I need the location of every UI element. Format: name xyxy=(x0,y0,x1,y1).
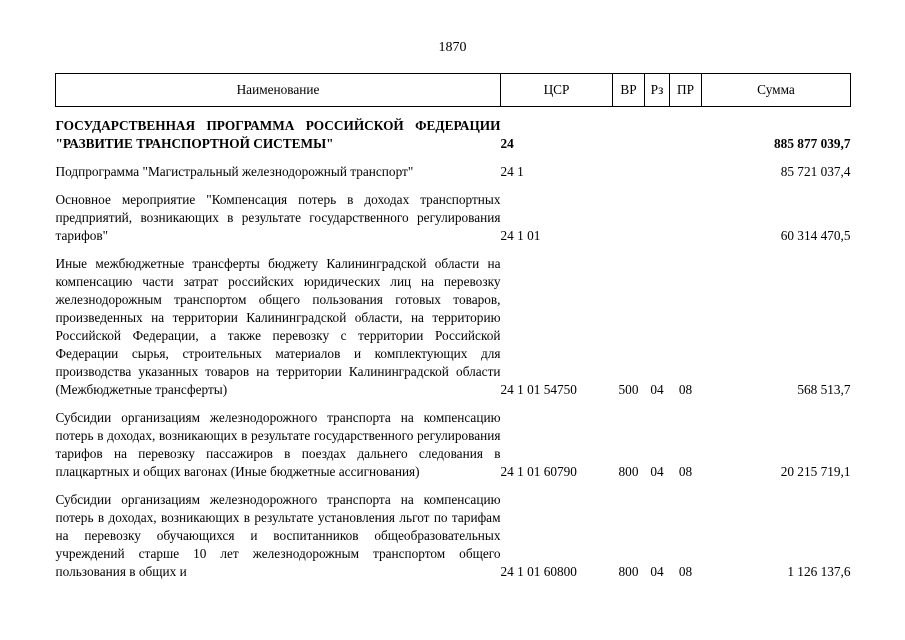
row-csr: 24 1 01 xyxy=(500,228,541,243)
row-pr xyxy=(670,117,702,153)
row-pr: 08 xyxy=(678,464,693,479)
table-header-row xyxy=(56,74,851,107)
row-csr: 24 1 01 60790 xyxy=(500,464,577,479)
row-rz xyxy=(645,191,670,245)
header-rz: Рз xyxy=(645,74,670,107)
row-pr: 08 xyxy=(678,382,693,397)
row-sum: 85 721 037,4 xyxy=(780,164,851,179)
spacer-cell xyxy=(56,245,851,255)
row-rz: 04 xyxy=(650,564,664,579)
header-vr: ВР xyxy=(613,74,645,107)
spacer-cell xyxy=(56,481,851,491)
row-sum: 1 126 137,6 xyxy=(787,564,851,579)
row-pr: 08 xyxy=(678,564,693,579)
row-vr: 500 xyxy=(618,382,639,397)
row-sum: 20 215 719,1 xyxy=(780,464,851,479)
table-row xyxy=(56,191,851,245)
row-name: Субсидии организациям железнодорожного транспорта на компенсацию потерь в доходах, возникающих в результате государственного регулирования тарифов на перевозку пассажиров в поездах дальнего следования в плацкартных и общих вагонах (Иные бюджетные ассигнования) xyxy=(55,410,501,479)
row-sum: 568 513,7 xyxy=(797,382,851,397)
spacer-cell xyxy=(56,153,851,163)
row-csr: 24 1 01 54750 xyxy=(500,382,577,397)
page-number: 1870 xyxy=(438,40,467,55)
row-sum: 885 877 039,7 xyxy=(774,136,851,151)
header-name: Наименование xyxy=(56,74,501,107)
row-vr: 800 xyxy=(618,464,639,479)
row-rz xyxy=(645,117,670,153)
spacer-cell xyxy=(56,107,851,118)
row-name: Иные межбюджетные трансферты бюджету Калининградской области на компенсацию части затрат российских юридических лиц на перевозку железнодорожным транспортом общего пользования готовых товаров, произведенных на территории Калининградской области, на территорию Российской Федерации, а также перевозку с территории Российской Федерации сырья, строительных материалов и комплектующих для производства указанных товаров на территории Калининградской области (Межбюджетные трансферты) xyxy=(55,256,501,397)
spacer-cell xyxy=(56,399,851,409)
row-name: ГОСУДАРСТВЕННАЯ ПРОГРАММА РОССИЙСКОЙ ФЕДЕРАЦИИ "РАЗВИТИЕ ТРАНСПОРТНОЙ СИСТЕМЫ" xyxy=(55,118,501,151)
row-pr xyxy=(670,163,702,181)
row-vr xyxy=(613,117,645,153)
spacer-cell xyxy=(56,181,851,191)
row-name: Основное мероприятие "Компенсация потерь в доходах транспортных предприятий, возникающих в результате государственного регулирования тарифов" xyxy=(55,192,501,243)
row-csr: 24 1 xyxy=(500,164,524,179)
row-name: Субсидии организациям железнодорожного транспорта на компенсацию потерь в доходах, возникающих в результате установления льгот по тарифам на перевозку обучающихся и воспитанников общеобразовательных учреждений старше 10 лет железнодорожным транспортом общего пользования в общих и xyxy=(55,492,501,579)
row-vr: 800 xyxy=(618,564,639,579)
table-row xyxy=(56,491,851,581)
row-sum: 60 314 470,5 xyxy=(780,228,851,243)
row-rz xyxy=(645,163,670,181)
row-rz: 04 xyxy=(650,464,664,479)
table-row xyxy=(56,409,851,481)
row-vr xyxy=(613,163,645,181)
row-pr xyxy=(670,191,702,245)
table-row xyxy=(56,117,851,153)
budget-table xyxy=(55,73,851,581)
row-csr: 24 xyxy=(500,136,514,151)
table-row xyxy=(56,163,851,181)
table-row xyxy=(56,255,851,399)
row-name: Подпрограмма "Магистральный железнодорожный транспорт" xyxy=(55,164,414,179)
row-rz: 04 xyxy=(650,382,664,397)
header-sum: Сумма xyxy=(702,74,851,107)
row-vr xyxy=(613,191,645,245)
row-csr: 24 1 01 60800 xyxy=(500,564,577,579)
header-csr: ЦСР xyxy=(501,74,613,107)
header-pr: ПР xyxy=(670,74,702,107)
